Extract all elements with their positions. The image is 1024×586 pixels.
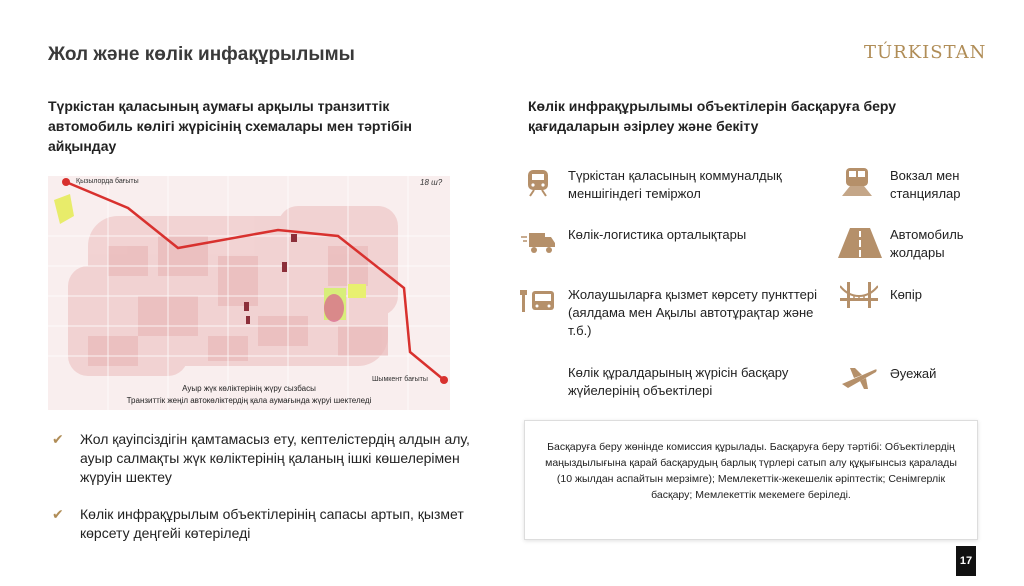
map-drawing xyxy=(48,176,450,410)
item-airport: Әуежай xyxy=(890,366,937,381)
item-passenger-points: Жолаушыларға қызмет көрсету пункттері (аялдама мен Ақылы автотұрақтар және т.б.) xyxy=(568,287,817,338)
page-title: Жол және көлік инфақұрылымы xyxy=(48,44,355,65)
station-icon xyxy=(840,166,874,196)
item-traffic-control: Көлік құралдарының жүрісін басқару жүйелерінің объектілері xyxy=(568,365,789,398)
map-label-kyzylorda: Қызылорда бағыты xyxy=(76,178,139,185)
bus-stop-icon xyxy=(520,288,556,314)
item-stations: Вокзал мен станциялар xyxy=(890,168,961,201)
map-caption-1: Ауыр жүк көліктерінің жүру сызбасы xyxy=(182,384,316,393)
item-railway: Түркістан қаласының коммуналдық меншігіндегі теміржол xyxy=(568,168,782,201)
check-icon: ✔ xyxy=(52,506,64,522)
item-logistics: Көлік-логистика орталықтары xyxy=(568,227,747,242)
info-box xyxy=(524,420,978,540)
train-icon xyxy=(524,168,552,198)
bullet-2: Көлік инфрақұрылым объектілерінің сапасы артып, қызмет көрсету деңгейі көтеріледі xyxy=(80,506,464,541)
info-box-text: Басқаруға беру жөнінде комиссия құрылады. Басқаруға беру тәртібі: Объектілердің маңыздылығына қарай басқарудың барлық түрлері сатып алу құқығынсыз қаралады (10 жылдан аспайтын мерзімге); Мемлекеттік-жекешелік әріптестік; Сенімгерлік басқару; Мемлекеттік мекемеге беріледі. xyxy=(545,441,957,501)
bullet-1: Жол қауіпсіздігін қамтамасыз ету, кептелістердің алдын алу, ауыр салмақты жүк көліктерінің қаланың ішкі көшелерімен жүруін шектеу xyxy=(80,431,470,485)
map-label-scale: 18 ш? xyxy=(420,178,443,187)
map-caption-2: Транзиттік жеңіл автокөліктердің қала аумағында жүруі шектеледі xyxy=(126,396,372,405)
item-bridge: Көпір xyxy=(890,287,922,302)
check-icon: ✔ xyxy=(52,431,64,447)
airplane-icon xyxy=(840,364,878,390)
city-map xyxy=(48,176,450,410)
left-heading: Түркістан қаласының аумағы арқылы транзиттік автомобиль көлігі жүрісінің схемалары мен тәртібін айқындау xyxy=(48,98,412,154)
right-heading: Көлік инфрақұрылымы объектілерін басқаруға беру қағидаларын әзірлеу және бекіту xyxy=(528,98,897,134)
page-number: 17 xyxy=(956,546,976,576)
map-label-shymkent: Шымкент бағыты xyxy=(372,376,428,383)
item-roads: Автомобиль жолдары xyxy=(890,227,964,260)
turkistan-logo: TÚRKISTAN xyxy=(864,42,987,63)
bridge-icon xyxy=(840,280,878,310)
truck-icon xyxy=(520,230,556,256)
road-icon xyxy=(838,228,882,258)
